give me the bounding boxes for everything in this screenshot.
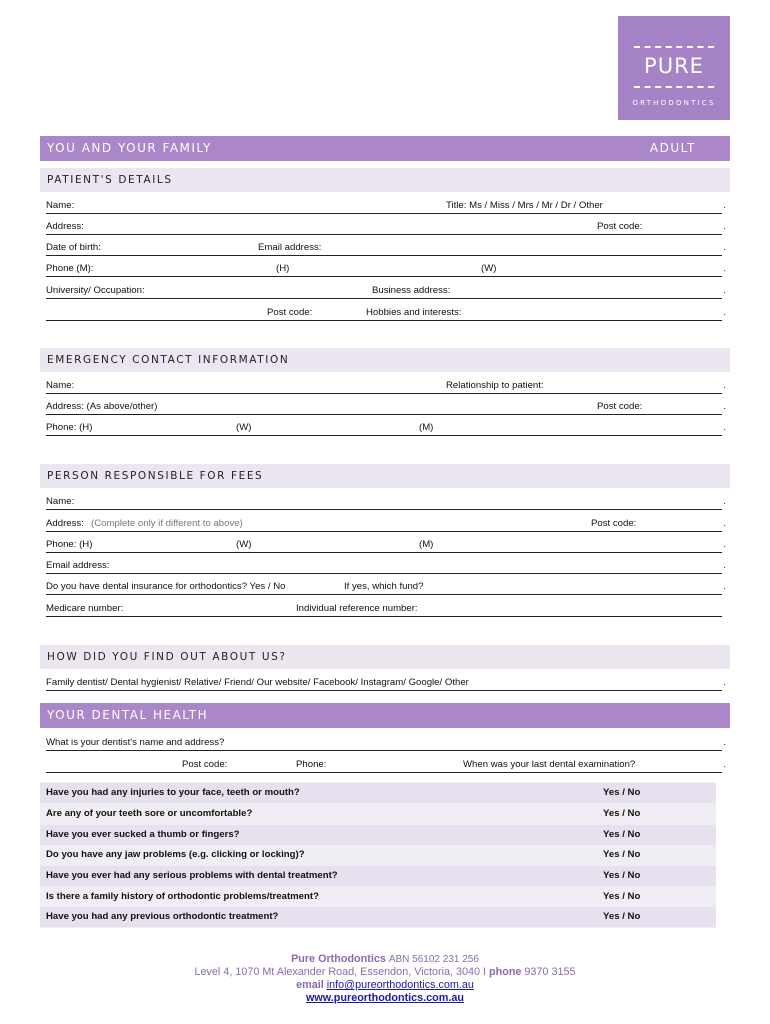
fees-phone-field[interactable]: Phone: (H) (W) (M) . [46, 538, 722, 553]
footer-email-label: email [296, 979, 324, 991]
logo-dash-top [634, 46, 714, 48]
patient-title-label: Title: Ms / Miss / Mrs / Mr / Dr / Other [446, 200, 603, 211]
dental-questions [40, 782, 716, 928]
howfound-heading: HOW DID YOU FIND OUT ABOUT US? [40, 645, 730, 669]
fees-address-field[interactable]: Address: (Complete only if different to above) Post code: . [46, 517, 722, 532]
fees-insurance-field[interactable]: Do you have dental insurance for orthodontics? Yes / No If yes, which fund? . [46, 580, 722, 595]
yes-no-option[interactable]: Yes / No [603, 870, 641, 881]
yes-no-option[interactable]: Yes / No [603, 849, 641, 860]
dentist-field[interactable]: What is your dentist's name and address? . [46, 736, 722, 751]
adult-label: ADULT [649, 141, 696, 155]
yes-no-option[interactable]: Yes / No [603, 787, 641, 798]
dentist-details-field[interactable]: Post code: Phone: When was your last dental examination? . [46, 758, 722, 773]
patient-phone-h-label: (H) [276, 263, 290, 274]
logo [618, 16, 730, 120]
dental-health-header [40, 703, 730, 728]
question-text: Have you had any previous orthodontic treatment? [46, 911, 279, 922]
patient-phone-m-label: Phone (M): [46, 263, 94, 274]
yes-no-option[interactable]: Yes / No [603, 911, 641, 922]
dentist-postcode-label: Post code: [182, 759, 228, 770]
patient-dob-email-field[interactable]: Date of birth: Email address: . [46, 241, 722, 256]
patient-business-label: Business address: [372, 285, 451, 296]
patient-dob-label: Date of birth: [46, 242, 101, 253]
family-header-title: YOU AND YOUR FAMILY [47, 141, 212, 155]
dental-health-title: YOUR DENTAL HEALTH [47, 708, 209, 722]
emergency-name-field[interactable]: Name: Relationship to patient: . [46, 379, 722, 394]
howfound-options-field[interactable]: Family dentist/ Dental hygienist/ Relative/ Friend/ Our website/ Facebook/ Instagram/ Google/ Other . [46, 676, 722, 691]
question-row [40, 907, 716, 927]
fees-address-label: Address: [46, 518, 84, 529]
patient-postcode2-label: Post code: [267, 307, 313, 318]
fees-phone-w-label: (W) [236, 539, 252, 550]
patient-address-label: Address: [46, 221, 84, 232]
patient-name-field[interactable]: Name: Title: Ms / Miss / Mrs / Mr / Dr / Other . [46, 199, 722, 214]
emergency-phone-w-label: (W) [236, 422, 252, 433]
question-row [40, 825, 716, 845]
logo-dash-bottom [634, 86, 714, 88]
question-text: Have you ever sucked a thumb or fingers? [46, 829, 240, 840]
question-row [40, 845, 716, 865]
footer-website-line [0, 992, 770, 1004]
fees-name-field[interactable]: Name: . [46, 495, 722, 510]
dentist-phone-label: Phone: [296, 759, 327, 770]
question-text: Are any of your teeth sore or uncomfortable? [46, 808, 253, 819]
patient-hobbies-label: Hobbies and interests: [366, 307, 462, 318]
fees-fund-label: If yes, which fund? [344, 581, 424, 592]
question-text: Have you ever had any serious problems with dental treatment? [46, 870, 338, 881]
logo-subtitle: ORTHODONTICS [632, 99, 716, 107]
footer-email-link[interactable]: info@pureorthodontics.com.au [326, 979, 474, 991]
fees-email-label: Email address: [46, 560, 110, 571]
logo-word: PURE [644, 54, 704, 78]
footer-website-link[interactable]: www.pureorthodontics.com.au [306, 992, 464, 1004]
patient-occupation-label: University/ Occupation: [46, 285, 145, 296]
howfound-options: Family dentist/ Dental hygienist/ Relative/ Friend/ Our website/ Facebook/ Instagram/ Google/ Other [46, 677, 469, 688]
emergency-phone-field[interactable]: Phone: (H) (W) (M) . [46, 421, 722, 436]
emergency-phone-h-label: Phone: (H) [46, 422, 93, 433]
footer-company: Pure Orthodontics [291, 953, 386, 965]
fees-name-label: Name: [46, 496, 75, 507]
question-row [40, 887, 716, 907]
patient-phone-w-label: (W) [481, 263, 497, 274]
fees-postcode-label: Post code: [591, 518, 637, 529]
footer-company-line [0, 953, 770, 965]
fees-address-note: (Complete only if different to above) [91, 518, 243, 529]
emergency-name-label: Name: [46, 380, 75, 391]
patient-email-label: Email address: [258, 242, 322, 253]
family-header [40, 136, 730, 161]
fees-phone-h-label: Phone: (H) [46, 539, 93, 550]
patient-postcode-label: Post code: [597, 221, 643, 232]
dentist-label: What is your dentist's name and address? [46, 737, 225, 748]
patient-occupation-field[interactable]: University/ Occupation: Business address: . [46, 284, 722, 299]
footer-email-line [0, 979, 770, 991]
question-row [40, 783, 716, 803]
footer-abn: ABN 56102 231 256 [388, 954, 479, 965]
emergency-heading: EMERGENCY CONTACT INFORMATION [40, 348, 730, 372]
fees-reference-label: Individual reference number: [296, 603, 418, 614]
patient-address-field[interactable]: Address: Post code: . [46, 220, 722, 235]
fees-insurance-label: Do you have dental insurance for orthodontics? Yes / No [46, 581, 286, 592]
footer-address: Level 4, 1070 Mt Alexander Road, Essendon, Victoria, 3040 I [194, 966, 487, 978]
fees-phone-m-label: (M) [419, 539, 434, 550]
question-row [40, 866, 716, 886]
fees-email-field[interactable]: Email address: . [46, 559, 722, 574]
question-row [40, 804, 716, 824]
yes-no-option[interactable]: Yes / No [603, 808, 641, 819]
yes-no-option[interactable]: Yes / No [603, 829, 641, 840]
question-text: Do you have any jaw problems (e.g. clicking or locking)? [46, 849, 305, 860]
patient-details-heading: PATIENT'S DETAILS [40, 168, 730, 192]
fees-medicare-label: Medicare number: [46, 603, 124, 614]
patient-name-label: Name: [46, 200, 75, 211]
fees-heading: PERSON RESPONSIBLE FOR FEES [40, 464, 730, 488]
yes-no-option[interactable]: Yes / No [603, 891, 641, 902]
emergency-postcode-label: Post code: [597, 401, 643, 412]
footer-address-line [0, 966, 770, 978]
patient-hobbies-field[interactable]: Post code: Hobbies and interests: . [46, 306, 722, 321]
fees-medicare-field[interactable] [46, 602, 722, 617]
emergency-phone-m-label: (M) [419, 422, 434, 433]
patient-phone-field[interactable]: Phone (M): (H) (W) . [46, 262, 722, 277]
emergency-address-label: Address: (As above/other) [46, 401, 158, 412]
emergency-relationship-label: Relationship to patient: [446, 380, 544, 391]
question-text: Have you had any injuries to your face, teeth or mouth? [46, 787, 300, 798]
footer-phone-label: phone [489, 966, 522, 978]
question-text: Is there a family history of orthodontic problems/treatment? [46, 891, 319, 902]
footer-phone: 9370 3155 [524, 966, 576, 978]
last-exam-label: When was your last dental examination? [463, 759, 636, 770]
emergency-address-field[interactable]: Address: (As above/other) Post code: . [46, 400, 722, 415]
